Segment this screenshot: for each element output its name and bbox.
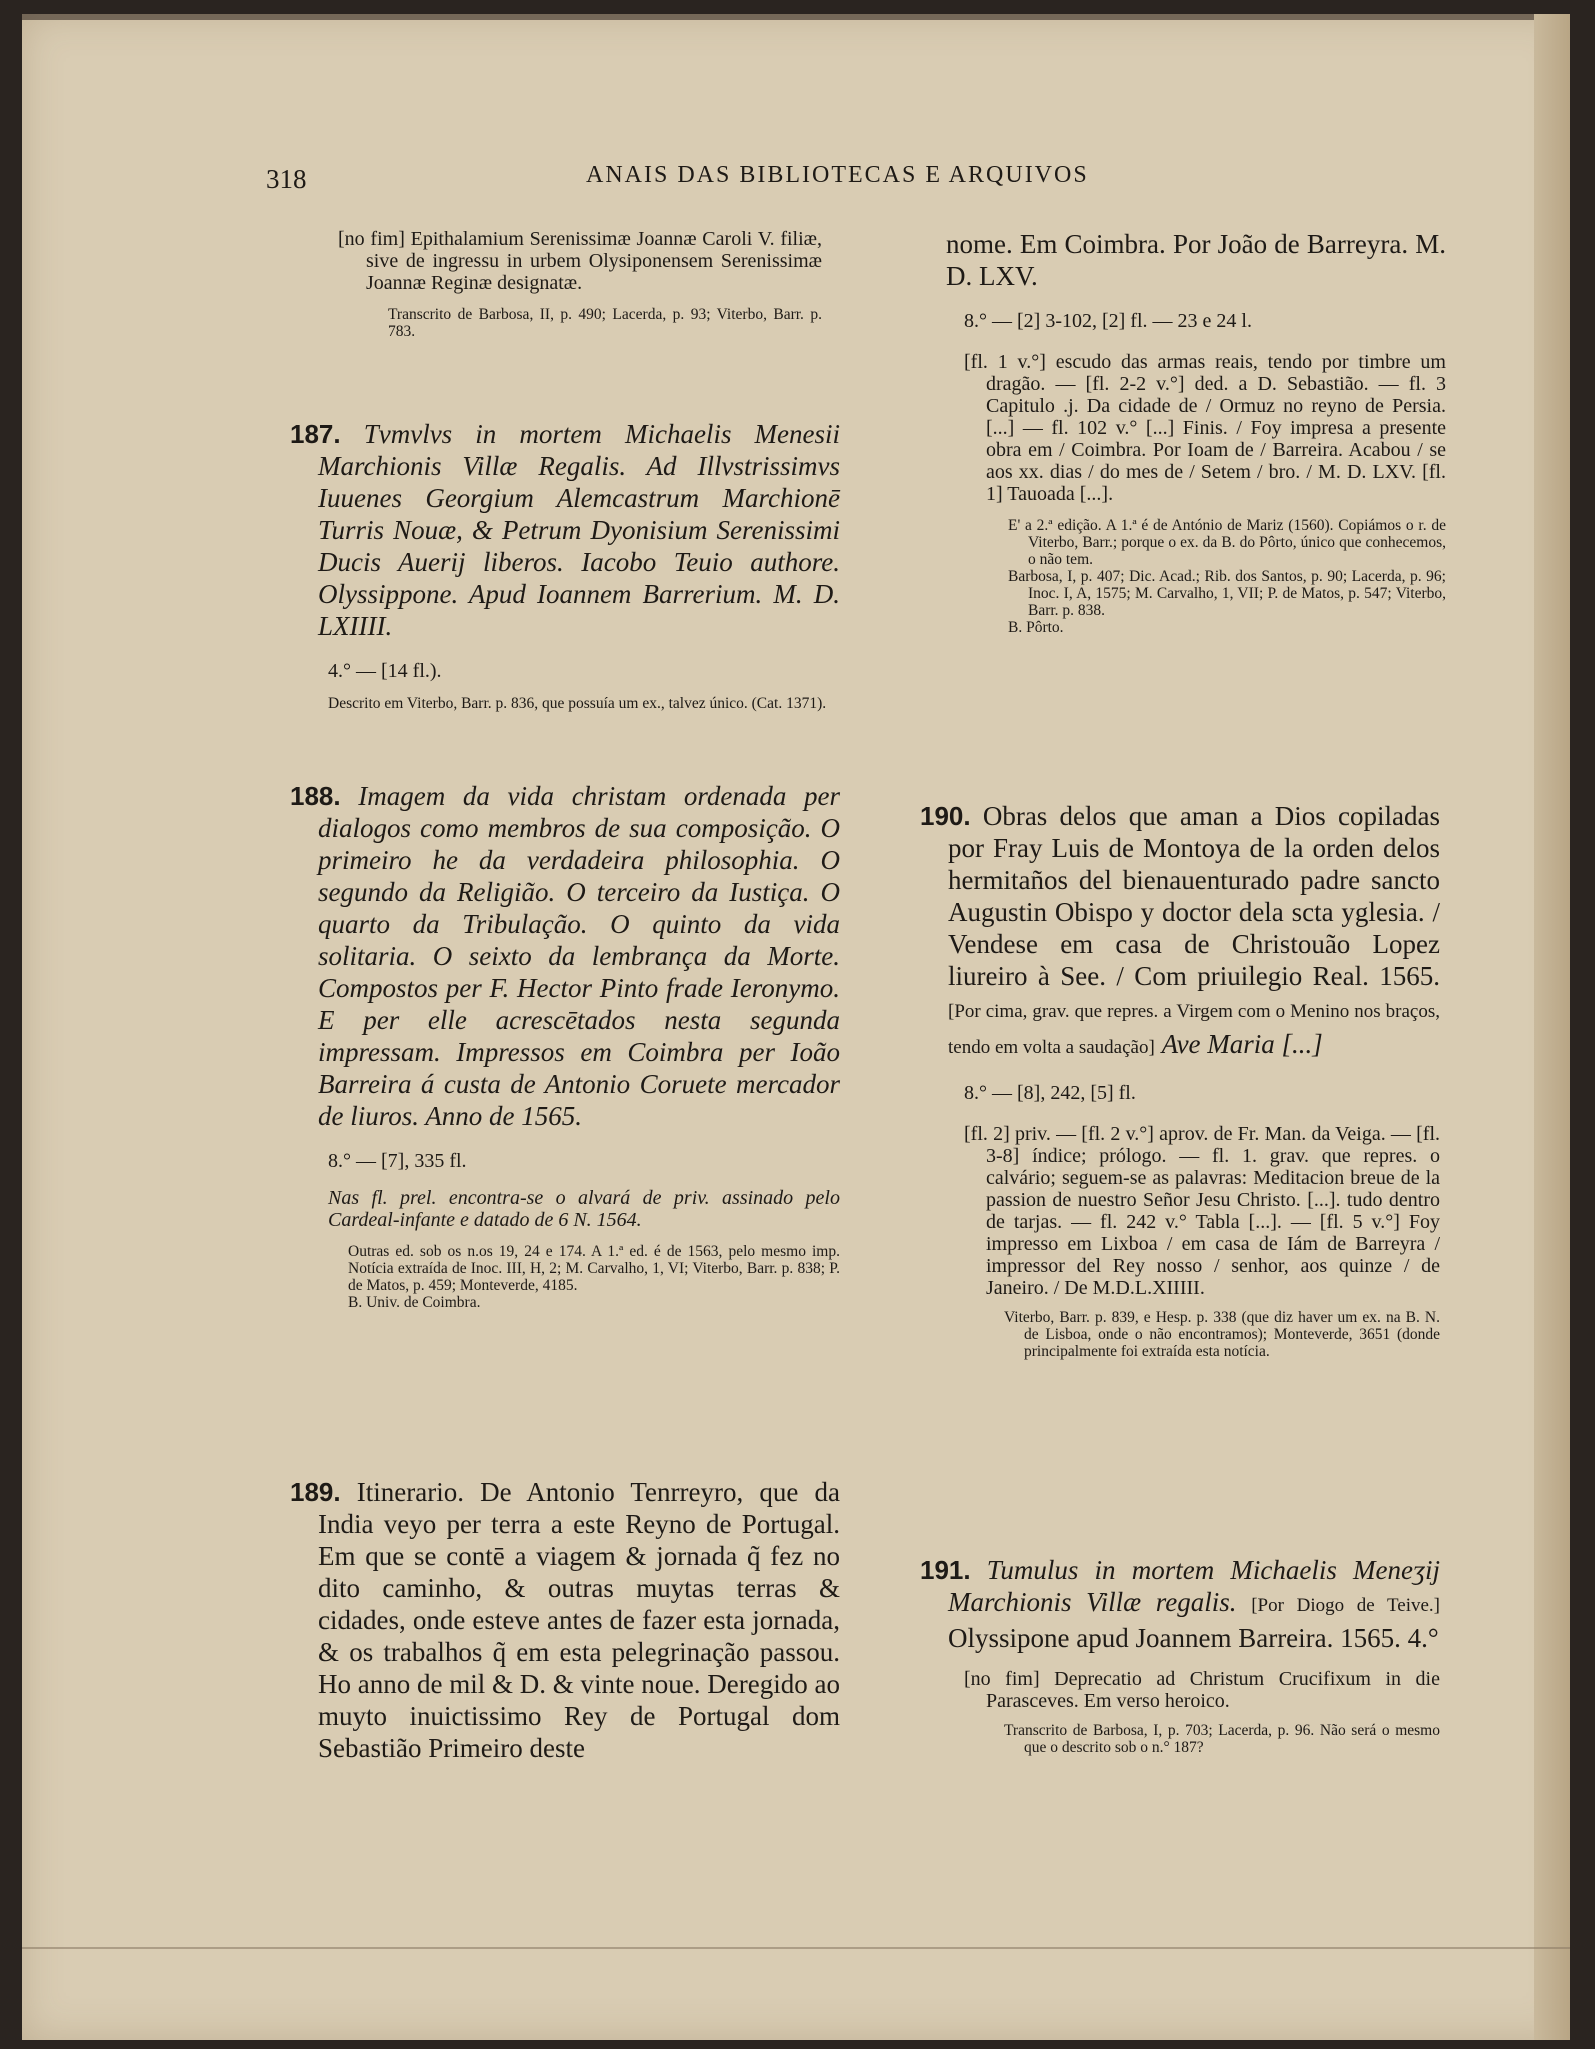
page-gutter	[1534, 14, 1570, 2040]
references: Barbosa, I, p. 407; Dic. Acad.; Rib. dos Santos, p. 90; Lacerda, p. 96; Inoc. I, A, 1575; M. Carvalho, 1, VII; P. de Matos, p. 547; Viterbo, Barr. p. 838.	[1008, 568, 1446, 619]
ave-maria: Ave Maria [...]	[1161, 1029, 1323, 1059]
collation: 8.° — [8], 242, [5] fl.	[964, 1082, 1136, 1104]
entry-note: Descrito em Viterbo, Barr. p. 836, que possuía um ex., talvez único. (Cat. 1371).	[328, 695, 827, 712]
entry-number: 187.	[290, 419, 341, 449]
entry-bracket: [Por Diogo de Teive.]	[1251, 1595, 1440, 1616]
entry-191	[920, 1554, 1440, 1756]
entry-note: E' a 2.ª edição. A 1.ª é de António de Mariz (1560). Copiámos o r. de Viterbo, Barr.; porque o ex. da B. do Pôrto, único que conhecemos, o não tem.	[1008, 517, 1446, 568]
bottom-rule	[22, 1947, 1570, 1949]
continued-text: [no fim] Epithalamium Serenissimæ Joannæ Caroli V. filiæ, sive de ingressu in urbem Olysiponensem Serenissimæ Joannæ Reginæ designatæ.	[338, 228, 822, 294]
entry-location: B. Pôrto.	[1008, 619, 1064, 636]
entry-number: 189.	[290, 1477, 341, 1507]
running-title: ANAIS DAS BIBLIOTECAS E ARQUIVOS	[586, 162, 1089, 188]
entry-text: Itinerario. De Antonio Tenrreyro, que da India veyo per terra a este Reyno de Portugal. Em que se contē a viagem & jornada q̃ fez no dito caminho, & outras muytas terras & cidades, onde esteve antes de fazer esta jornada, & os trabalhos q̃ em esta pelegrinação passou. Ho anno de mil & D. & vinte noue. Deregido ao muyto inuictissimo Rey de Portugal dom Sebastião Primeiro deste	[318, 1477, 841, 1763]
description: [fl. 1 v.°] escudo das armas reais, tendo por timbre um dragão. — [fl. 2-2 v.°] ded. a D. Sebastião. — fl. 3 Capitulo .j. Da cidade de / Ormuz no reyno de Persia. [...] — fl. 102 v.° [...] Finis. / Foy impresa a presente obra em / Coimbra. Por Ioam de / Barreira. Acabou / se aos xx. dias / do mes de / Setem / bro. / M. D. LXV. [fl. 1] Tauoada [...].	[964, 351, 1446, 505]
description: [fl. 2] priv. — [fl. 2 v.°] aprov. de Fr. Man. da Veiga. — [fl. 3-8] índice; prólogo. — fl. 1. grav. que repres. o calvário; seguem-se as palavras: Meditacion breue de la passion de nuestro Señor Jesu Christo. [...]. tudo dentro de tarjas. — fl. 242 v.° Tabla [...]. — [fl. 5 v.°] Foy impresso em Lixboa / em casa de Iám de Barreyra / impressor del Rey nosso / senhor, aos quinze / de Janeiro. / De M.D.L.XIIIII.	[964, 1123, 1440, 1299]
entry-location: B. Univ. de Coimbra.	[348, 1294, 481, 1311]
entry-190	[920, 800, 1440, 1360]
entry-note-italic: Nas fl. prel. encontra-se o alvará de priv. assinado pelo Cardeal-infante e datado de 6 N. 1564.	[328, 1187, 840, 1231]
entry-title: Imagem da vida christam ordenada per dialogos como membros de sua composição. O primeiro he da verdadeira philosophia. O segundo da Religião. O terceiro da Iustiça. O quarto da Tribulação. O quinto da vida solitaria. O seixto da lembrança da Morte. Compostos per F. Hector Pinto frade Ieronymo. E per elle acrescētados nesta segunda impressam. Impressos em Coimbra per Ioão Barreira á custa de Antonio Coruete mercador de liuros. Anno de 1565.	[318, 781, 840, 1131]
continued-note: Transcrito de Barbosa, II, p. 490; Lacerda, p. 93; Viterbo, Barr. p. 783.	[388, 306, 822, 340]
entry-text: Obras delos que aman a Dios copiladas por Fray Luis de Montoya de la orden delos hermitaños del bienauenturado padre sancto Augustin Obispo y doctor dela scta yglesia. / Vendese em casa de Christouão Lopez liureiro à See. / Com priuilegio Real. 1565.	[948, 801, 1440, 991]
entry-title: Tumulus in mortem Michaelis Meneʒij Marchionis Villæ regalis.	[948, 1555, 1440, 1617]
collation: 4.° — [14 fl.).	[328, 660, 442, 682]
entry-187	[290, 418, 840, 712]
entry-note: Viterbo, Barr. p. 839, e Hesp. p. 338 (que diz haver um ex. na B. N. de Lisboa, onde o não encontramos); Monteverde, 3651 (donde principalmente foi extraída esta notícia.	[1004, 1309, 1440, 1360]
entry-number: 191.	[920, 1555, 971, 1585]
entry-title: Tvmvlvs in mortem Michaelis Menesii Marchionis Villæ Regalis. Ad Illvstrissimvs Iuuenes Georgium Alemcastrum Marchionē Turris Nouæ, & Petrum Dyonisium Serenissimi Ducis Auerij liberos. Iacobo Teuio authore. Olyssippone. Apud Ioannem Barrerium. M. D. LXIIII.	[318, 419, 841, 641]
entry-note: Transcrito de Barbosa, I, p. 703; Lacerda, p. 96. Não será o mesmo que o descrito sob o n.° 187?	[1004, 1722, 1440, 1756]
entry-note: Outras ed. sob os n.os 19, 24 e 174. A 1.ª ed. é de 1563, pelo mesmo imp. Notícia extraída de Inoc. III, H, 2; M. Carvalho, 1, VI; Viterbo, Barr. p. 838; P. de Matos, p. 459; Monteverde, 4185.	[348, 1243, 840, 1294]
entry-189	[290, 1476, 840, 1764]
entry-189-continued	[946, 228, 1446, 636]
continued-text: nome. Em Coimbra. Por João de Barreyra. M. D. LXV.	[946, 229, 1446, 291]
entry-number: 190.	[920, 801, 971, 831]
continued-entry	[338, 228, 822, 340]
entry-188	[290, 780, 840, 1311]
collation: 8.° — [2] 3-102, [2] fl. — 23 e 24 l.	[964, 310, 1252, 332]
entry-number: 188.	[290, 781, 341, 811]
collation: 8.° — [7], 335 fl.	[328, 1150, 467, 1172]
entry-imprint: Olyssipone apud Joannem Barreira. 1565. 4.°	[948, 1623, 1439, 1653]
page-number: 318	[266, 164, 307, 194]
top-edge	[22, 14, 1570, 20]
entry-bracket: [Por cima, grav. que repres. a Virgem com o Menino nos braços, tendo em volta a saudação]	[948, 1001, 1440, 1058]
description: [no fim] Deprecatio ad Christum Crucifixum in die Parasceves. Em verso heroico.	[964, 1668, 1440, 1712]
